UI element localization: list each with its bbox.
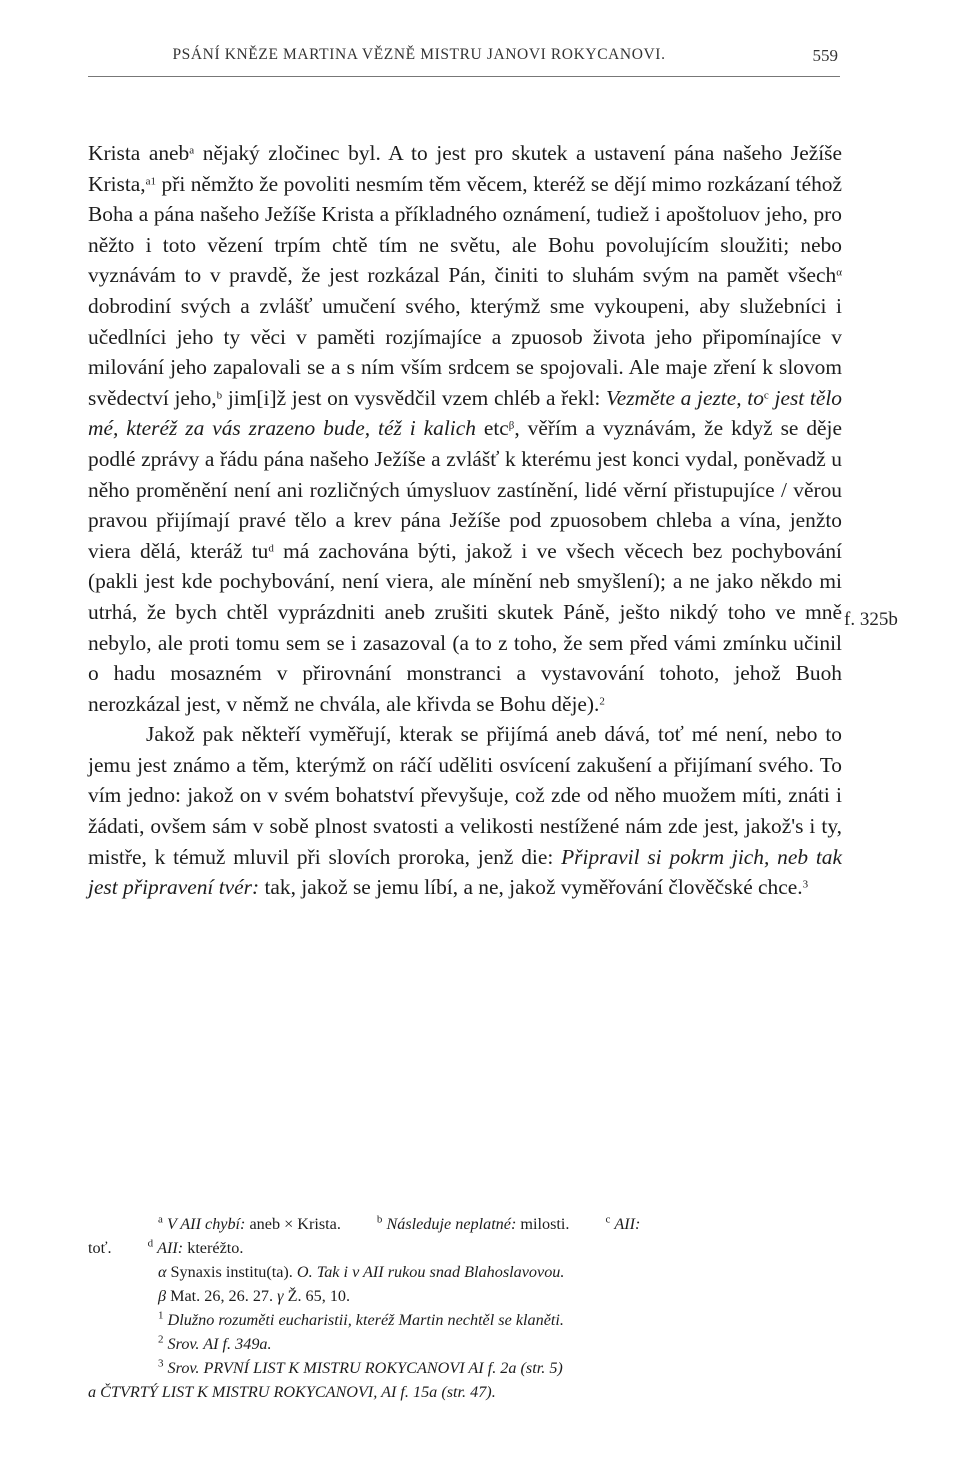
note-marker: d [147, 1237, 154, 1250]
text-run: Synaxis institu(ta). [166, 1263, 297, 1281]
text-run: , věřím a vyznávám, že když se děje podlé zprávy a řádu pána našeho Ježíše a zvlášť k kterému jest konci vydal, poněvadž u něho proměnění není ani rozličných úmysluov zastínění, lidé věrní přistupujíce / věrou pravou přijímají pravé tělo a krev pána Ježíše pod zpuosobem chleba a vína, jenžto viera dělá, kteráž tu [88, 416, 842, 563]
note-marker: 2 [158, 1333, 164, 1346]
page-number: 559 [812, 46, 838, 65]
note-marker: b [376, 1213, 383, 1226]
italic-text: AII: [157, 1239, 184, 1257]
text-run: toť. [88, 1239, 112, 1257]
note-marker: d [268, 542, 274, 555]
text-run: nějaký zločinec byl. A to jest pro skutek a ustavení pána našeho Ježíše Krista, [88, 141, 842, 196]
note-marker: c [763, 389, 769, 402]
italic-text: β [158, 1287, 167, 1305]
text-run: etc [475, 416, 509, 441]
text-run: aneb × Krista. [245, 1215, 341, 1233]
text-run: Jakož pak někteří vyměřují, kterak se přijímá aneb dává, toť mé není, nebo to jemu jest známo a těm, kterýmž on ráčí uděliti osvícení zakušení a přijímaní svého. To vím jedno: jakož on v svém bohatství převyšuje, což zde od něho muožem míti, znáti i žádati, ovšem sám v sobě plnost svatosti a velikosti nestížené nám zde jest, jakož's i ty, mistře, k témuž mluvil při slovích proroka, jenž die: [88, 722, 842, 869]
italic-text: Dlužno rozuměti eucharistii, kteréž Martin nechtěl se klaněti. [167, 1311, 564, 1329]
note-marker: 2 [599, 695, 605, 708]
text-run: jim[i]ž jest on vysvědčil vzem chléb a řekl: [222, 385, 607, 410]
italic-text: α [158, 1263, 167, 1281]
italic-text: Následuje neplatné: [386, 1215, 517, 1233]
italic-text: jest tělo mé, kteréž za vás zrazeno bude, též i kalich [88, 385, 842, 441]
footnote-line [88, 1308, 842, 1332]
footnote-line [88, 1356, 842, 1380]
text-run: tak, jakož se jemu líbí, a ne, jakož vyměřování člověčské chce. [259, 875, 803, 900]
note-marker: a [189, 144, 195, 157]
note-marker: a [158, 1213, 163, 1226]
text-run: Ž. 65, 10. [283, 1287, 351, 1305]
italic-text: Vezměte a jezte, to [606, 385, 764, 410]
note-marker: 3 [158, 1357, 164, 1370]
footnote-line [88, 1332, 842, 1356]
italic-text: Připravil si pokrm jich, neb tak jest připravení tvér: [88, 844, 842, 900]
italic-text: AII: [614, 1215, 641, 1233]
text-run: při němžto že povoliti nesmím těm věcem, kteréž se dějí mimo rozkázaní téhož Boha a pána našeho Ježíše Krista a příkladného oznámení, tudiež i apoštoluov jeho, pro něžto i toto vězení trpím chtě tím ne světu, ale Bohu povolujícím sloužiti; nebo vyznávám to v pravdě, že jest rozkázal Pán, činiti to sluhám svým na pamět všech [88, 171, 842, 288]
footnote-line [88, 1260, 842, 1284]
running-header [88, 46, 840, 76]
italic-text: Srov. PRVNÍ LIST K MISTRU ROKYCANOVI AI f. 2a (str. 5) [167, 1359, 563, 1377]
paragraph [88, 719, 842, 903]
note-marker: 3 [802, 878, 809, 891]
footnote-line [88, 1212, 842, 1236]
footnote-line [88, 1236, 842, 1260]
text-run: má zachována býti, jakož i ve všech věcech bez pochybování (pakli jest kde pochybování, není viera, ale mínění neb smyšlení); a ne jako někdo mi utrhá, že bych chtěl vyprázdniti aneb zrušiti skutek Páně, ješto nikdý toho ve mně nebylo, ale proti tomu sem se i zasazoval (a to z toho, že sem před vámi zmínku učinil o hadu mosazném v přirovnání monstranci a vystavování tohoto, jehož Buoh nerozkázal jest, v němž ne chvála, ale křivda se Bohu děje). [88, 538, 842, 716]
italic-text: γ [277, 1287, 284, 1305]
note-marker: β [508, 419, 515, 432]
note-marker: b [216, 389, 223, 402]
main-text [88, 138, 842, 903]
italic-text: O. Tak i v AII rukou snad Blahoslavovou. [296, 1263, 565, 1281]
text-run: Mat. 26, 26. 27. [166, 1287, 278, 1305]
header-title: PSÁNÍ KNĚZE MARTINA VĚZNĚ MISTRU JANOVI ROKYCANOVI. [172, 46, 666, 63]
footnote-line [88, 1284, 842, 1308]
text-run: Krista aneb [88, 141, 190, 165]
italic-text: a ČTVRTÝ LIST K MISTRU ROKYCANOVI, AI f. 15a (str. 47). [88, 1383, 496, 1401]
text-run: dobrodiní svých a zvlášť umučení svého, kterýmž sme vykoupeni, aby služebníci i učedlníci jeho ty věci v paměti rozjímajíce a zpuosob života jeho připomínajíce v milování jeho zapalovali se a s ním vším srdcem se spojovali. Ale maje zření k slovom svědectví jeho, [88, 293, 842, 410]
note-marker: α [836, 266, 842, 279]
footnotes [88, 1212, 842, 1404]
text-run: milosti. [516, 1215, 570, 1233]
italic-text: Srov. AI f. 349a. [167, 1335, 272, 1353]
folio-margin-note: f. 325b [844, 609, 898, 630]
footnote-line [88, 1380, 842, 1404]
italic-text: V AII chybí: [166, 1215, 246, 1233]
note-marker: a1 [145, 175, 157, 187]
header-rule [88, 76, 840, 77]
text-run: kteréžto. [183, 1239, 244, 1257]
paragraph [88, 138, 842, 719]
note-marker: 1 [158, 1309, 164, 1322]
note-marker: c [605, 1213, 611, 1226]
